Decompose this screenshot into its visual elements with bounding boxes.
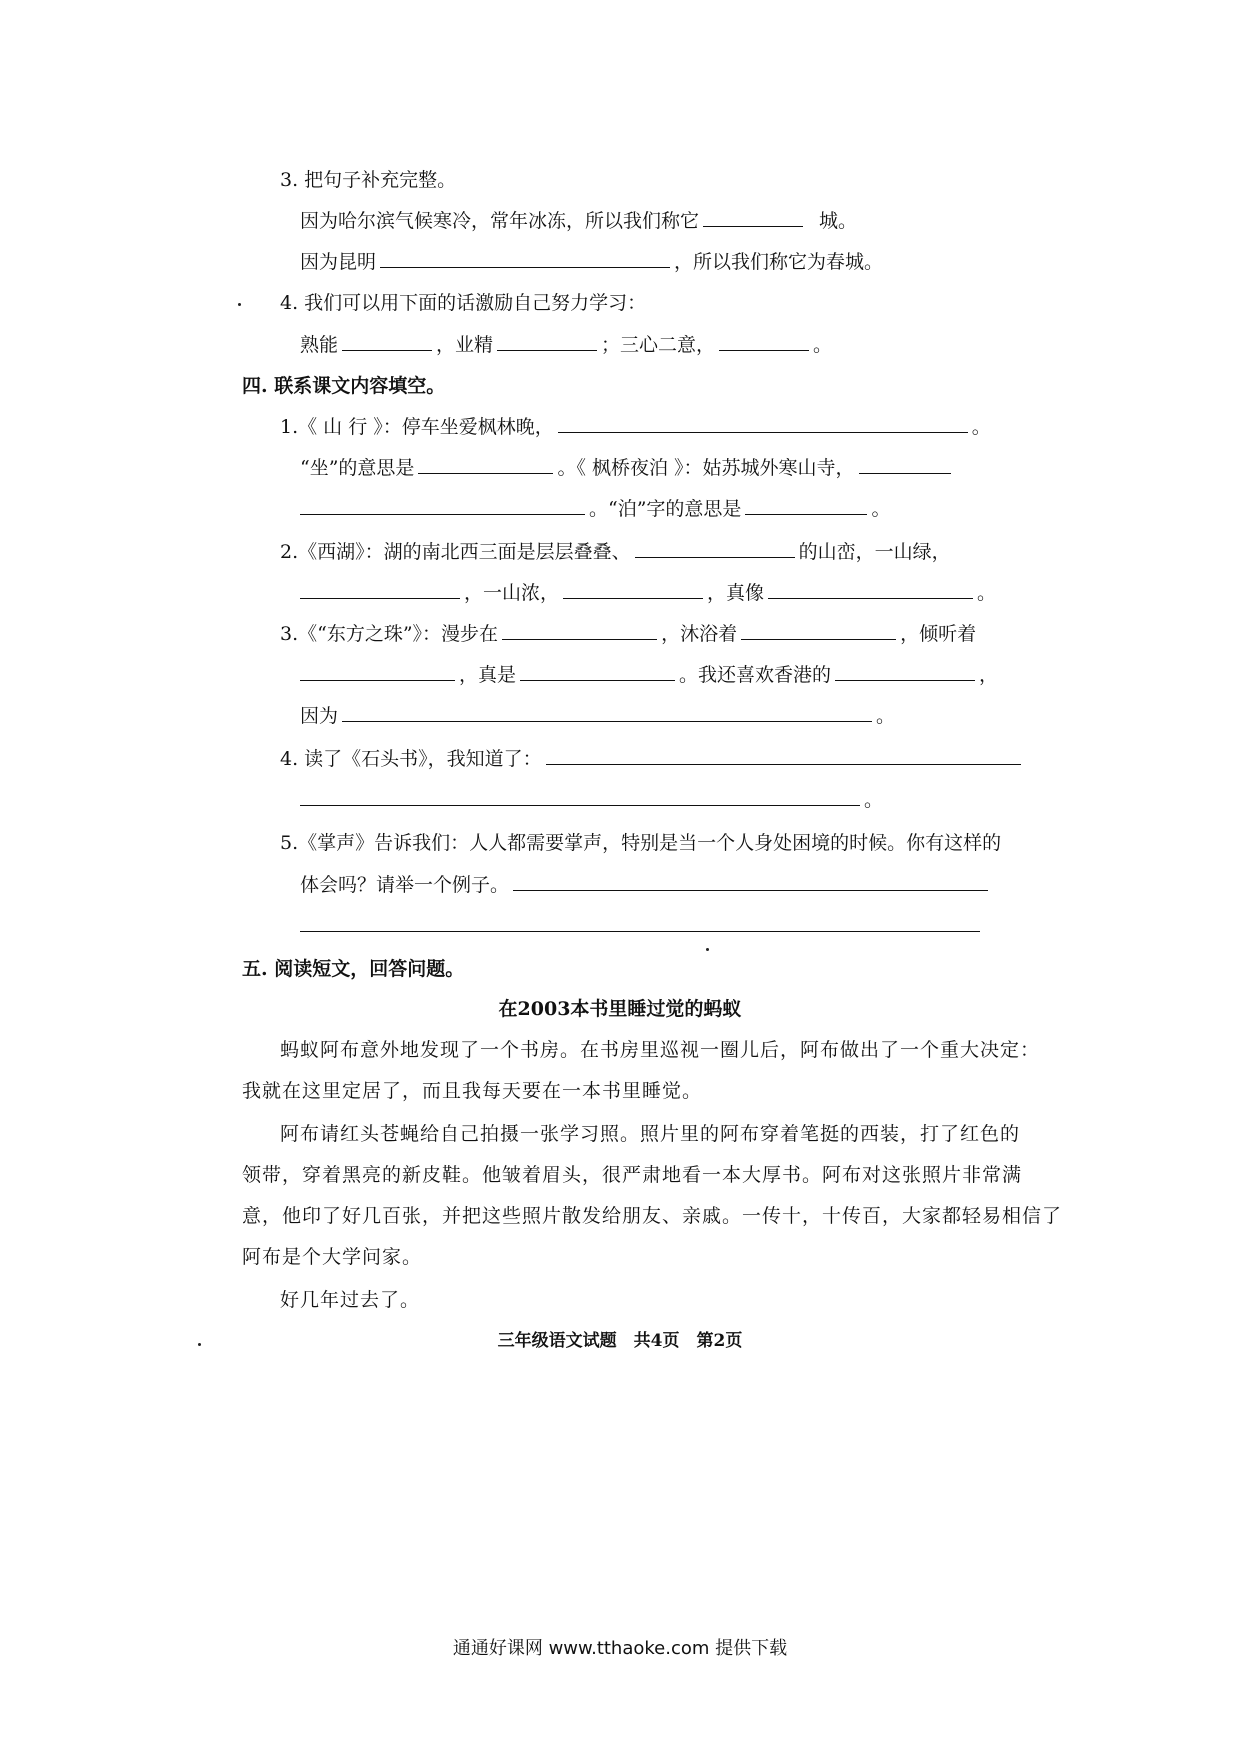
- blank-field[interactable]: [342, 332, 432, 351]
- scan-speck: [706, 948, 709, 951]
- blank-field[interactable]: [300, 913, 980, 932]
- section5-heading: 五. 阅读短文，回答问题。: [242, 958, 465, 980]
- blank-field[interactable]: [300, 496, 585, 515]
- page-info: 三年级语文试题 共4页 第2页: [497, 1331, 743, 1351]
- q3-line2: 因为昆明 ，所以我们称它为春城。: [300, 251, 884, 273]
- q3-label: 3. 把句子补充完整。: [280, 169, 457, 191]
- story-paragraph-1-line-1: 蚂蚁阿布意外地发现了一个书房。在书房里巡视一圈儿后，阿布做出了一个重大决定：: [280, 1039, 1041, 1061]
- s4-item3-line3: 因为 。: [300, 705, 896, 727]
- s4-item2-line1: 2.《西湖》：湖的南北西三面是层层叠叠、 的山峦，一山绿，: [280, 541, 951, 563]
- blank-field[interactable]: [300, 580, 460, 599]
- blank-field[interactable]: [558, 414, 968, 433]
- q4-label: 4. 我们可以用下面的话激励自己努力学习：: [280, 292, 647, 314]
- download-footer: 通通好课网 www.tthaoke.com 提供下载: [452, 1638, 788, 1659]
- blank-field[interactable]: [300, 662, 455, 681]
- blank-field[interactable]: [342, 703, 872, 722]
- blank-field[interactable]: [300, 787, 860, 806]
- blank-field[interactable]: [502, 621, 657, 640]
- story-title: 在2003本书里睡过觉的蚂蚁: [498, 998, 742, 1020]
- s4-item5-line1: 5.《掌声》告诉我们：人人都需要掌声，特别是当一个人身处困境的时候。你有这样的: [280, 832, 1002, 854]
- blank-field[interactable]: [719, 332, 809, 351]
- s4-item1-line3: 。“泊”字的意思是 。: [300, 496, 890, 522]
- blank-field[interactable]: [563, 580, 703, 599]
- s4-item5-line2: 体会吗？请举一个例子。: [300, 872, 992, 898]
- blank-field[interactable]: [520, 662, 675, 681]
- blank-field[interactable]: [546, 746, 1021, 765]
- q4-line: 熟能 ，业精 ；三心二意， 。: [300, 334, 833, 356]
- blank-field[interactable]: [835, 662, 975, 681]
- blank-field[interactable]: [745, 496, 867, 515]
- s4-item4-line2: 。: [300, 787, 883, 813]
- blank-field[interactable]: [703, 208, 803, 227]
- s4-item5-line3: [300, 913, 984, 939]
- s4-item1-line1: 1.《 山 行 》：停车坐爱枫林晚， 。: [280, 416, 991, 438]
- story-paragraph-3-line-1: 好几年过去了。: [280, 1289, 421, 1311]
- blank-field[interactable]: [635, 539, 795, 558]
- s4-item3-line2: ，真是 。我还喜欢香港的 ，: [300, 662, 998, 688]
- q3-line1: 因为哈尔滨气候寒冷，常年冰冻，所以我们称它 城。: [300, 210, 858, 232]
- s4-item2-line2: ，一山浓， ，真像 。: [300, 580, 996, 606]
- blank-field[interactable]: [741, 621, 896, 640]
- story-paragraph-2-line-3: 意，他印了好几百张，并把这些照片散发给朋友、亲戚。一传十，十传百，大家都轻易相信了: [242, 1205, 1063, 1227]
- story-paragraph-2-line-1: 阿布请红头苍蝇给自己拍摄一张学习照。照片里的阿布穿着笔挺的西装，打了红色的: [280, 1123, 1021, 1145]
- blank-field[interactable]: [380, 249, 670, 268]
- s4-item4-line1: 4. 读了《石头书》，我知道了：: [280, 746, 1025, 772]
- blank-field[interactable]: [513, 872, 988, 891]
- s4-item1-line2: “坐”的意思是 。《 枫桥夜泊 》：姑苏城外寒山寺，: [300, 455, 955, 481]
- story-paragraph-2-line-4: 阿布是个大学问家。: [242, 1246, 423, 1268]
- scan-speck: [198, 1343, 201, 1346]
- section4-heading: 四. 联系课文内容填空。: [242, 375, 446, 397]
- s4-item3-line1: 3.《“东方之珠”》：漫步在 ，沐浴着 ，倾听着: [280, 623, 977, 645]
- blank-field[interactable]: [497, 332, 597, 351]
- blank-field[interactable]: [859, 455, 951, 474]
- story-paragraph-1-line-2: 我就在这里定居了，而且我每天要在一本书里睡觉。: [242, 1080, 703, 1102]
- blank-field[interactable]: [768, 580, 973, 599]
- story-paragraph-2-line-2: 领带，穿着黑亮的新皮鞋。他皱着眉头，很严肃地看一本大厚书。阿布对这张照片非常满: [242, 1164, 1023, 1186]
- scan-speck: [238, 303, 241, 306]
- blank-field[interactable]: [418, 455, 553, 474]
